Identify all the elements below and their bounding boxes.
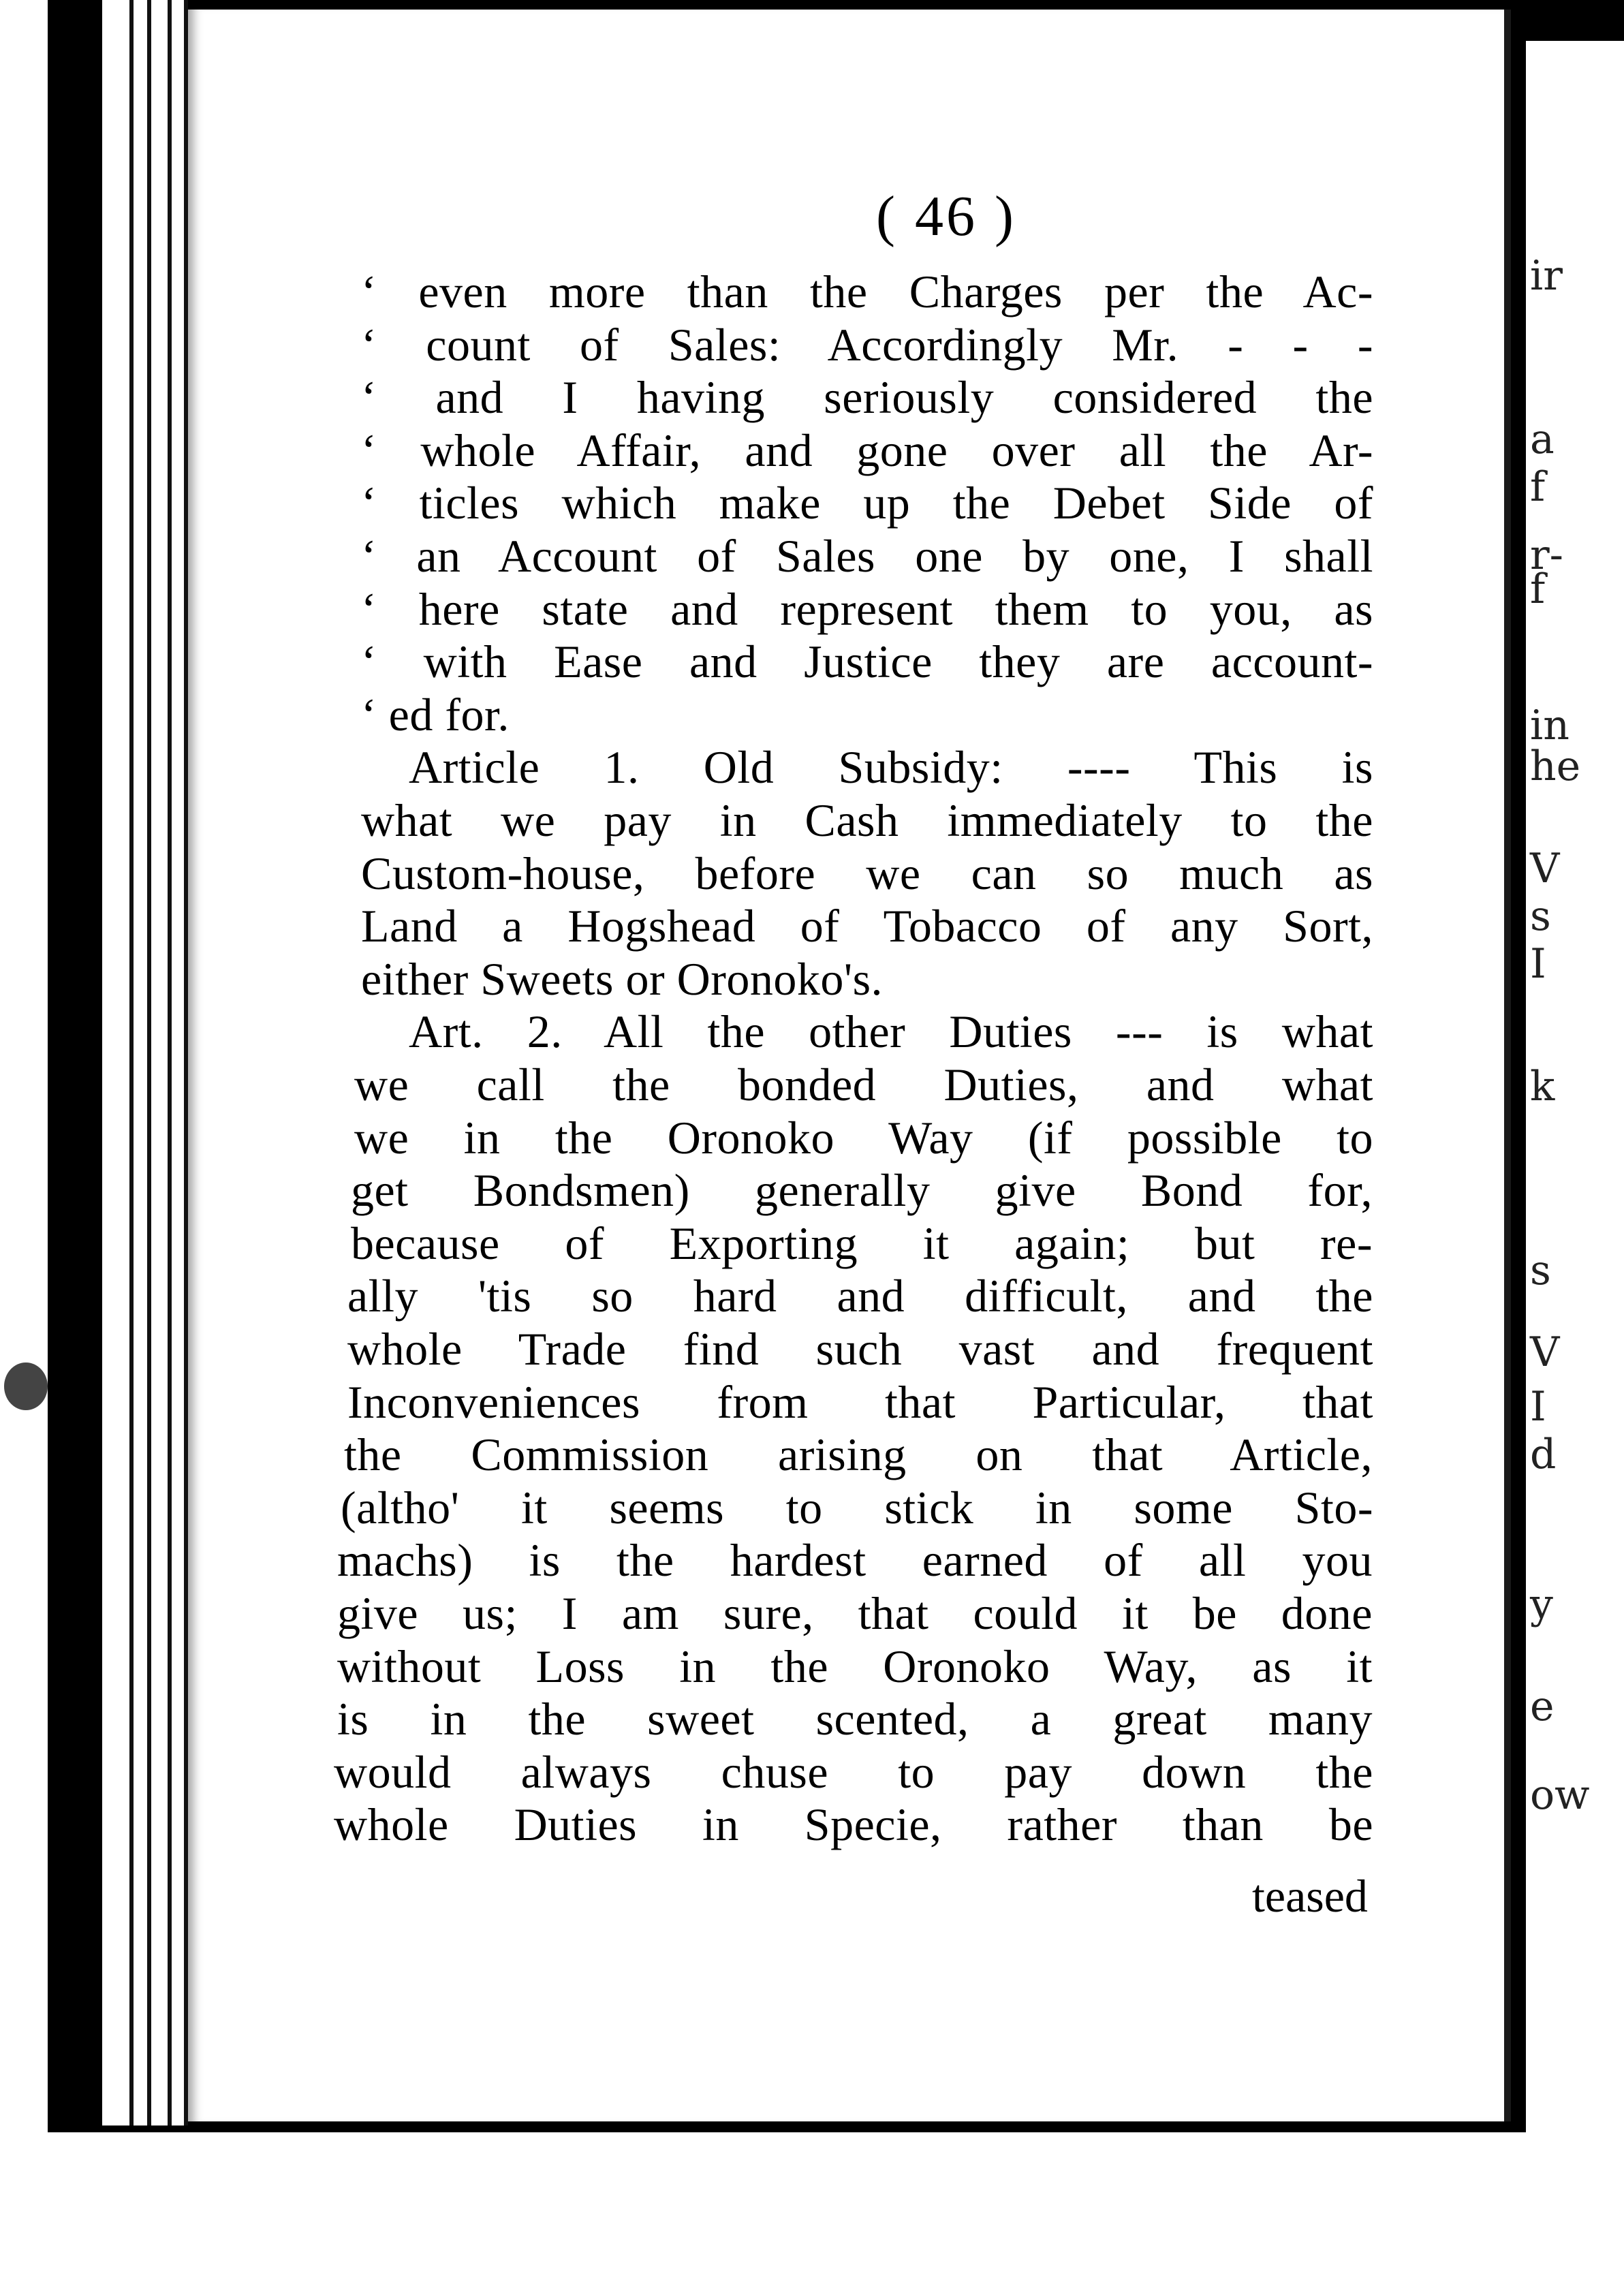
text-line: ally 'tis so hard and difficult, and the <box>347 1270 1373 1322</box>
text-line: (altho' it seems to stick in some Sto- <box>341 1481 1373 1533</box>
page-body-text <box>188 10 1504 2121</box>
page-edge <box>134 0 151 2126</box>
book-page <box>188 10 1511 2121</box>
facing-text-fragment: in <box>1530 702 1570 749</box>
facing-text-fragment: e <box>1530 1683 1555 1730</box>
text-line: machs) is the hardest earned of all you <box>337 1534 1373 1587</box>
text-line: ‘ even more than the Charges per the Ac- <box>361 266 1373 317</box>
text-line: ‘ whole Affair, and gone over all the Ar- <box>361 424 1373 476</box>
text-line: would always chuse to pay down the <box>334 1745 1373 1798</box>
page-edge <box>172 0 188 2126</box>
facing-text-fragment: V <box>1530 845 1560 892</box>
text-line: get Bondsmen) generally give Bond for, <box>351 1164 1373 1217</box>
ink-blot <box>4 1362 48 1410</box>
text-line: Article 1. Old Subsidy: ---- This is <box>409 741 1373 794</box>
page-edge <box>102 0 134 2126</box>
facing-text-fragment: ow <box>1530 1771 1590 1819</box>
facing-text-fragment: s <box>1530 892 1551 940</box>
facing-text-fragment: I <box>1530 1383 1546 1431</box>
text-line: ‘ ed for. <box>361 688 510 741</box>
facing-text-fragment: ir <box>1530 252 1563 300</box>
text-line: Custom-house, before we can so much as <box>361 847 1373 899</box>
text-line: either Sweets or Oronoko's. <box>361 952 884 1005</box>
text-line: the Commission arising on that Article, <box>344 1429 1373 1481</box>
facing-text-fragment: he <box>1530 743 1581 790</box>
text-line: ‘ ticles which make up the Debet Side of <box>361 477 1373 529</box>
catchword: teased <box>1252 1870 1368 1922</box>
text-line: ‘ an Account of Sales one by one, I shall <box>361 530 1373 582</box>
text-line: ‘ count of Sales: Accordingly Mr. - - - <box>361 318 1373 371</box>
facing-text-fragment: f <box>1530 463 1546 511</box>
text-line: without Loss in the Oronoko Way, as it <box>337 1640 1373 1692</box>
facing-text-fragment: V <box>1530 1328 1560 1376</box>
facing-text-fragment: a <box>1530 416 1555 463</box>
text-line: is in the sweet scented, a great many <box>337 1693 1373 1745</box>
facing-text-fragment: s <box>1530 1247 1551 1294</box>
facing-text-fragment: d <box>1530 1431 1557 1478</box>
facing-text-fragment: y <box>1530 1580 1553 1628</box>
page-edge <box>151 0 172 2126</box>
text-line: whole Trade find such vast and frequent <box>347 1323 1373 1375</box>
page-number: ( 46 ) <box>876 185 1016 248</box>
text-line: Inconveniences from that Particular, that <box>347 1375 1373 1428</box>
text-line: because of Exporting it again; but re- <box>351 1217 1373 1269</box>
text-line: ‘ and I having seriously considered the <box>361 371 1373 424</box>
bottom-scan-margin <box>0 2132 1526 2289</box>
facing-text-fragment: k <box>1530 1063 1555 1110</box>
text-line: we in the Oronoko Way (if possible to <box>354 1111 1373 1164</box>
facing-text-fragment: r- <box>1530 531 1563 579</box>
text-line: ‘ here state and represent them to you, as <box>361 582 1373 635</box>
text-line: Art. 2. All the other Duties --- is what <box>409 1006 1373 1058</box>
facing-text-fragment: f <box>1530 565 1546 613</box>
facing-text-fragment: I <box>1530 940 1546 988</box>
text-line: give us; I am sure, that could it be done <box>337 1587 1373 1639</box>
text-line: what we pay in Cash immediately to the <box>361 794 1373 846</box>
left-scan-margin <box>0 0 48 2289</box>
facing-page-fragment <box>1526 41 1624 2289</box>
text-line: we call the bonded Duties, and what <box>354 1059 1373 1110</box>
text-line: ‘ with Ease and Justice they are account- <box>361 636 1373 688</box>
text-line: whole Duties in Specie, rather than be <box>334 1798 1373 1851</box>
text-line: Land a Hogshead of Tobacco of any Sort, <box>361 900 1373 952</box>
